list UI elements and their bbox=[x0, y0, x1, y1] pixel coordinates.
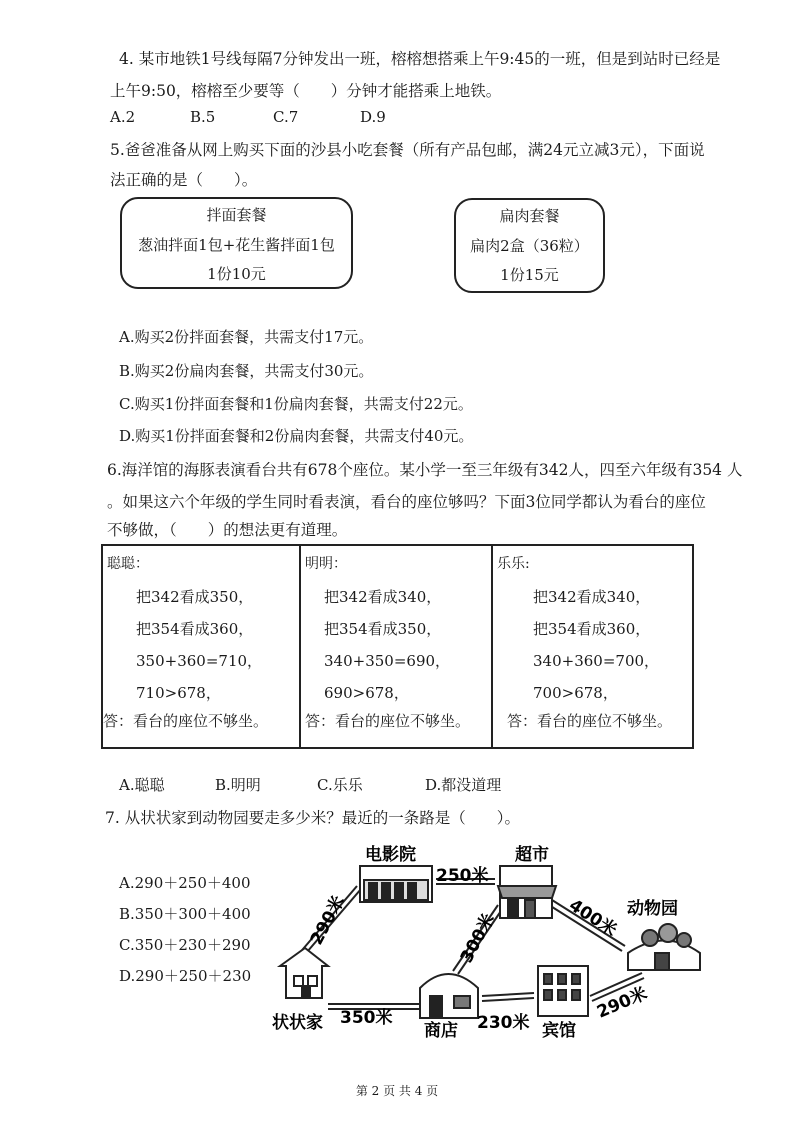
road-shop-hotel bbox=[482, 998, 534, 1001]
package-noodle-content: 葱油拌面1包+花生酱拌面1包 bbox=[138, 236, 335, 254]
q6-option-a[interactable]: A.聪聪 bbox=[119, 776, 165, 794]
q6-line2: 。如果这六个年级的学生同时看表演，看台的座位够吗？下面3位同学都认为看台的座位 bbox=[107, 493, 706, 511]
student-step: 把342看成340， bbox=[533, 588, 651, 606]
q6-option-b[interactable]: B.明明 bbox=[215, 776, 261, 794]
q4-option-a[interactable]: A.2 bbox=[110, 108, 136, 126]
q4-line1: 4. 某市地铁1号线每隔7分钟发出一班，榕榕想搭乘上午9:45的一班，但是到站时已经是 bbox=[119, 50, 721, 68]
q6-line1: 6.海洋馆的海豚表演看台共有678个座位。某小学一至三年级有342人，四至六年级有354 人 bbox=[107, 461, 743, 479]
student-step: 690>678， bbox=[324, 684, 409, 702]
package-noodle-title: 拌面套餐 bbox=[206, 206, 267, 224]
q6-option-d[interactable]: D.都没道理 bbox=[425, 776, 502, 794]
q5-option-b[interactable]: B.购买2份扁肉套餐，共需支付30元。 bbox=[119, 362, 374, 380]
student-answer: 答：看台的座位不够坐。 bbox=[507, 712, 673, 730]
student-comparison-table bbox=[101, 544, 694, 749]
distance-hotel-zoo: 290米 bbox=[594, 983, 651, 1023]
package-wonton-box bbox=[454, 198, 605, 293]
shop-icon bbox=[420, 974, 478, 1018]
q7-option-d[interactable]: D.290＋250＋230 bbox=[119, 967, 252, 985]
home-icon bbox=[280, 948, 328, 998]
package-noodle-box bbox=[120, 197, 353, 289]
q7-option-a[interactable]: A.290＋250＋400 bbox=[119, 874, 251, 892]
distance-supermarket-zoo: 400米 bbox=[565, 895, 621, 941]
place-label-cinema: 电影院 bbox=[365, 845, 416, 865]
distance-home-cinema: 290米 bbox=[306, 892, 350, 949]
route-map bbox=[270, 838, 710, 1048]
student-step: 把354看成360， bbox=[136, 620, 254, 638]
student-step: 把354看成350， bbox=[324, 620, 442, 638]
place-label-shop: 商店 bbox=[424, 1021, 458, 1041]
q5-option-d[interactable]: D.购买1份拌面套餐和2份扁肉套餐，共需支付40元。 bbox=[119, 427, 474, 445]
student-step: 700>678， bbox=[533, 684, 618, 702]
student-step: 340+360=700， bbox=[533, 652, 660, 670]
cinema-icon bbox=[360, 866, 432, 902]
student-step: 把354看成360， bbox=[533, 620, 651, 638]
q7-option-b[interactable]: B.350＋300＋400 bbox=[119, 905, 251, 923]
q7-option-c[interactable]: C.350＋230＋290 bbox=[119, 936, 251, 954]
hotel-icon bbox=[538, 966, 588, 1016]
q4-option-c[interactable]: C.7 bbox=[273, 108, 299, 126]
student-step: 350+360=710， bbox=[136, 652, 263, 670]
place-label-home: 状状家 bbox=[272, 1013, 323, 1033]
student-answer: 答：看台的座位不够坐。 bbox=[103, 712, 269, 730]
page-footer: 第 2 页 共 4 页 bbox=[355, 1084, 439, 1098]
q5-line2: 法正确的是（ ）。 bbox=[110, 171, 258, 189]
student-step: 340+350=690， bbox=[324, 652, 451, 670]
student-cell-congcong bbox=[102, 545, 300, 748]
q6-line3: 不够做，（ ）的想法更有道理。 bbox=[107, 521, 348, 539]
package-wonton-content: 扁肉2盒（36粒） bbox=[470, 237, 589, 255]
student-name: 明明： bbox=[305, 556, 347, 572]
q5-option-a[interactable]: A.购买2份拌面套餐，共需支付17元。 bbox=[119, 328, 374, 346]
zoo-icon bbox=[628, 924, 700, 970]
q5-line1: 5.爸爸准备从网上购买下面的沙县小吃套餐（所有产品包邮，满24元立减3元），下面说 bbox=[110, 141, 705, 159]
place-label-hotel: 宾馆 bbox=[542, 1021, 576, 1041]
supermarket-icon bbox=[498, 866, 556, 918]
place-label-zoo: 动物园 bbox=[627, 899, 678, 919]
q5-option-c[interactable]: C.购买1份拌面套餐和1份扁肉套餐，共需支付22元。 bbox=[119, 395, 473, 413]
student-name: 乐乐: bbox=[497, 556, 530, 572]
q7-line1: 7. 从状状家到动物园要走多少米？最近的一条路是（ ）。 bbox=[105, 809, 520, 827]
package-wonton-price: 1份15元 bbox=[500, 266, 559, 284]
distance-shop-supermarket: 300米 bbox=[456, 910, 500, 967]
q4-option-b[interactable]: B.5 bbox=[190, 108, 216, 126]
student-name: 聪聪： bbox=[107, 556, 149, 572]
q6-option-c[interactable]: C.乐乐 bbox=[317, 776, 363, 794]
q4-line2: 上午9:50，榕榕至少要等（ ）分钟才能搭乘上地铁。 bbox=[110, 82, 502, 100]
distance-home-shop: 350米 bbox=[340, 1008, 393, 1028]
q4-option-d[interactable]: D.9 bbox=[360, 108, 386, 126]
student-cell-mingming bbox=[300, 545, 492, 748]
road-shop-hotel bbox=[482, 993, 534, 996]
student-cell-lele bbox=[492, 545, 693, 748]
student-step: 把342看成350， bbox=[136, 588, 254, 606]
distance-cinema-supermarket: 250米 bbox=[436, 866, 489, 886]
student-answer: 答：看台的座位不够坐。 bbox=[305, 712, 471, 730]
package-noodle-price: 1份10元 bbox=[207, 265, 266, 283]
place-label-supermarket: 超市 bbox=[515, 845, 549, 865]
distance-shop-hotel: 230米 bbox=[477, 1013, 530, 1033]
student-step: 把342看成340， bbox=[324, 588, 442, 606]
package-wonton-title: 扁肉套餐 bbox=[499, 207, 560, 225]
student-step: 710>678， bbox=[136, 684, 221, 702]
